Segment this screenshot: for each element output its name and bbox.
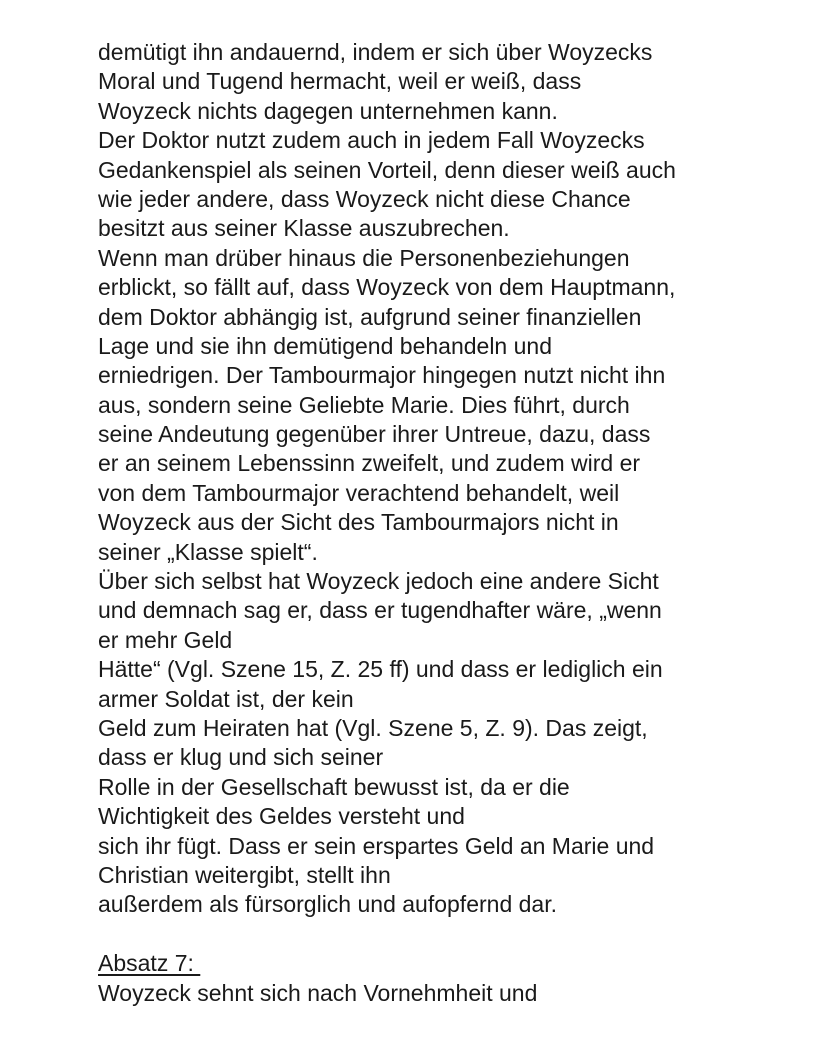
text-line: Gedankenspiel als seinen Vorteil, denn dieser weiß auch [98,156,676,183]
text-line: seiner „Klasse spielt“. [98,538,318,565]
text-line: wie jeder andere, dass Woyzeck nicht diese Chance [98,185,631,212]
text-line: armer Soldat ist, der kein [98,685,354,712]
text-line: Der Doktor nutzt zudem auch in jedem Fall Woyzecks [98,127,645,154]
text-line: Woyzeck sehnt sich nach Vornehmheit und [98,979,538,1006]
text-line: Woyzeck aus der Sicht des Tambourmajors nicht in [98,509,619,536]
text-line: dem Doktor abhängig ist, aufgrund seiner finanziellen [98,303,642,330]
text-line: er an seinem Lebenssinn zweifelt, und zudem wird er [98,450,641,477]
text-line: aus, sondern seine Geliebte Marie. Dies führt, durch [98,391,630,418]
text-line: Christian weitergibt, stellt ihn [98,861,391,888]
text-line: von dem Tambourmajor verachtend behandelt, weil [98,479,620,506]
text-line: Geld zum Heiraten hat (Vgl. Szene 5, Z. 9). Das zeigt, [98,714,648,741]
text-line: Woyzeck nichts dagegen unternehmen kann. [98,97,558,124]
text-line: Über sich selbst hat Woyzeck jedoch eine andere Sicht [98,568,659,595]
text-line: er mehr Geld [98,626,233,653]
text-line: und demnach sag er, dass er tugendhafter wäre, „wenn [98,597,662,624]
text-line: Lage und sie ihn demütigend behandeln und [98,332,552,359]
text-line: erblickt, so fällt auf, dass Woyzeck von dem Hauptmann, [98,274,676,301]
text-line: Wenn man drüber hinaus die Personenbeziehungen [98,244,630,271]
document-body [98,38,818,1008]
text-line: dass er klug und sich seiner [98,744,384,771]
paragraph-gap [98,920,818,949]
section-heading: Absatz 7: [98,950,201,977]
text-line: außerdem als fürsorglich und aufopfernd dar. [98,891,557,918]
text-line: Hätte“ (Vgl. Szene 15, Z. 25 ff) und dass er lediglich ein [98,656,663,683]
text-line: sich ihr fügt. Dass er sein erspartes Geld an Marie und [98,832,655,859]
text-line: Wichtigkeit des Geldes versteht und [98,803,465,830]
section-heading-line [98,949,818,978]
text-line: demütigt ihn andauernd, indem er sich über Woyzecks [98,39,653,65]
text-line: Moral und Tugend hermacht, weil er weiß, dass [98,68,582,95]
text-line: Rolle in der Gesellschaft bewusst ist, da er die [98,773,570,800]
text-line: besitzt aus seiner Klasse auszubrechen. [98,215,510,242]
text-line: erniedrigen. Der Tambourmajor hingegen nutzt nicht ihn [98,362,666,389]
text-line: seine Andeutung gegenüber ihrer Untreue, dazu, dass [98,421,651,448]
